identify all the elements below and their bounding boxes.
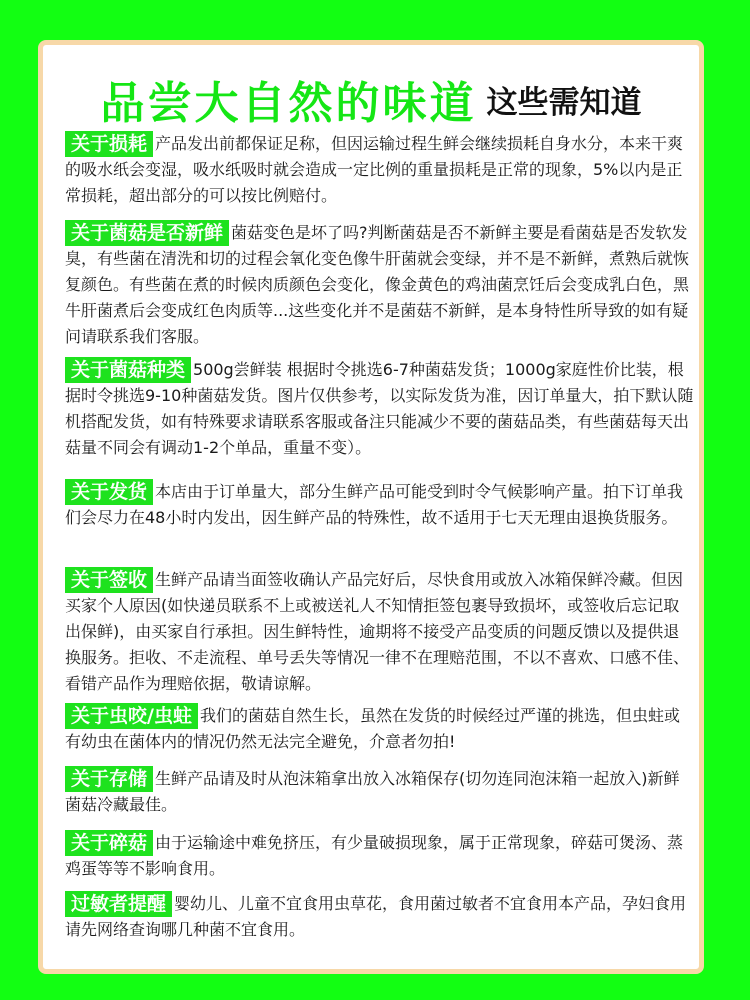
section-tag-receipt: 关于签收	[65, 567, 153, 593]
section-text-freshness: 菌菇变色是坏了吗?判断菌菇是否不新鲜主要是看菌菇是否发软发臭，有些菌在清洗和切的过程会氧化变色像牛肝菌就会变绿，并不是不新鲜，煮熟后就恢复颜色。有些菌在煮的时候肉质颜色会变化，像金黄色的鸡油菌烹饪后会变成乳白色，黑牛肝菌煮后会变成红色肉质等...这些变化并不是菌菇不新鲜，是本身特性所导致的如有疑问请联系我们客服。	[65, 223, 690, 346]
section-tag-allergy: 过敏者提醒	[65, 891, 172, 917]
section-text-storage: 生鲜产品请及时从泡沫箱拿出放入冰箱保存(切勿连同泡沫箱一起放入)新鲜菌菇冷藏最佳。	[65, 769, 680, 814]
info-card	[38, 40, 704, 974]
section-text-insects: 我们的菌菇自然生长，虽然在发货的时候经过严谨的挑选，但虫蛀或有幼虫在菌体内的情况仍然无法完全避免，介意者勿拍!	[65, 706, 680, 751]
section-tag-varieties: 关于菌菇种类	[65, 357, 191, 383]
section-tag-shipping: 关于发货	[65, 479, 153, 505]
page-title: 品尝大自然的味道	[100, 78, 477, 129]
section-storage	[65, 766, 695, 818]
section-insects	[65, 703, 695, 755]
section-text-varieties: 500g尝鲜装 根据时令挑选6-7种菌菇发货；1000g家庭性价比装，根据时令挑选9-10种菌菇发货。图片仅供参考，以实际发货为准，因订单量大，拍下默认随机搭配发货，如有特殊要求请联系客服或备注只能减少不要的菌菇品类，有些菌菇每天出菇量不同会有调动1-2个单品，重量不变）。	[65, 360, 694, 457]
section-text-shipping: 本店由于订单量大，部分生鲜产品可能受到时令气候影响产量。拍下订单我们会尽力在48小时内发出，因生鲜产品的特殊性，故不适用于七天无理由退换货服务。	[65, 482, 684, 527]
section-tag-storage: 关于存储	[65, 766, 153, 792]
page-subtitle: 这些需知道	[486, 84, 642, 121]
section-tag-freshness: 关于菌菇是否新鲜	[65, 220, 229, 246]
section-tag-broken: 关于碎菇	[65, 830, 153, 856]
section-freshness	[65, 220, 695, 350]
section-varieties	[65, 357, 695, 461]
page-header	[43, 67, 699, 131]
section-allergy	[65, 891, 695, 943]
section-text-broken: 由于运输途中难免挤压，有少量破损现象，属于正常现象，碎菇可煲汤、蒸鸡蛋等等不影响食用。	[65, 833, 684, 878]
section-tag-insects: 关于虫咬/虫蛀	[65, 703, 198, 729]
section-text-receipt: 生鲜产品请当面签收确认产品完好后，尽快食用或放入冰箱保鲜冷藏。但因买家个人原因(如快递员联系不上或被送礼人不知情拒签包裹导致损坏，或签收后忘记取出保鲜)，由买家自行承担。因生鲜特性，逾期将不接受产品变质的问题反馈以及提供退换服务。拒收、不走流程、单号丢失等情况一律不在理赔范围，不以不喜欢、口感不佳、看错产品作为理赔依据，敬请谅解。	[65, 570, 690, 693]
section-tag-loss: 关于损耗	[65, 131, 153, 157]
section-text-loss: 产品发出前都保证足称，但因运输过程生鲜会继续损耗自身水分，本来干爽的吸水纸会变湿，吸水纸吸时就会造成一定比例的重量损耗是正常的现象，5%以内是正常损耗，超出部分的可以按比例赔付。	[65, 134, 684, 205]
section-broken	[65, 830, 695, 882]
section-shipping	[65, 479, 695, 531]
section-loss	[65, 131, 695, 209]
section-receipt	[65, 567, 695, 697]
section-text-allergy: 婴幼儿、儿童不宜食用虫草花，食用菌过敏者不宜食用本产品，孕妇食用请先网络查询哪几种菌不宜食用。	[65, 894, 687, 939]
